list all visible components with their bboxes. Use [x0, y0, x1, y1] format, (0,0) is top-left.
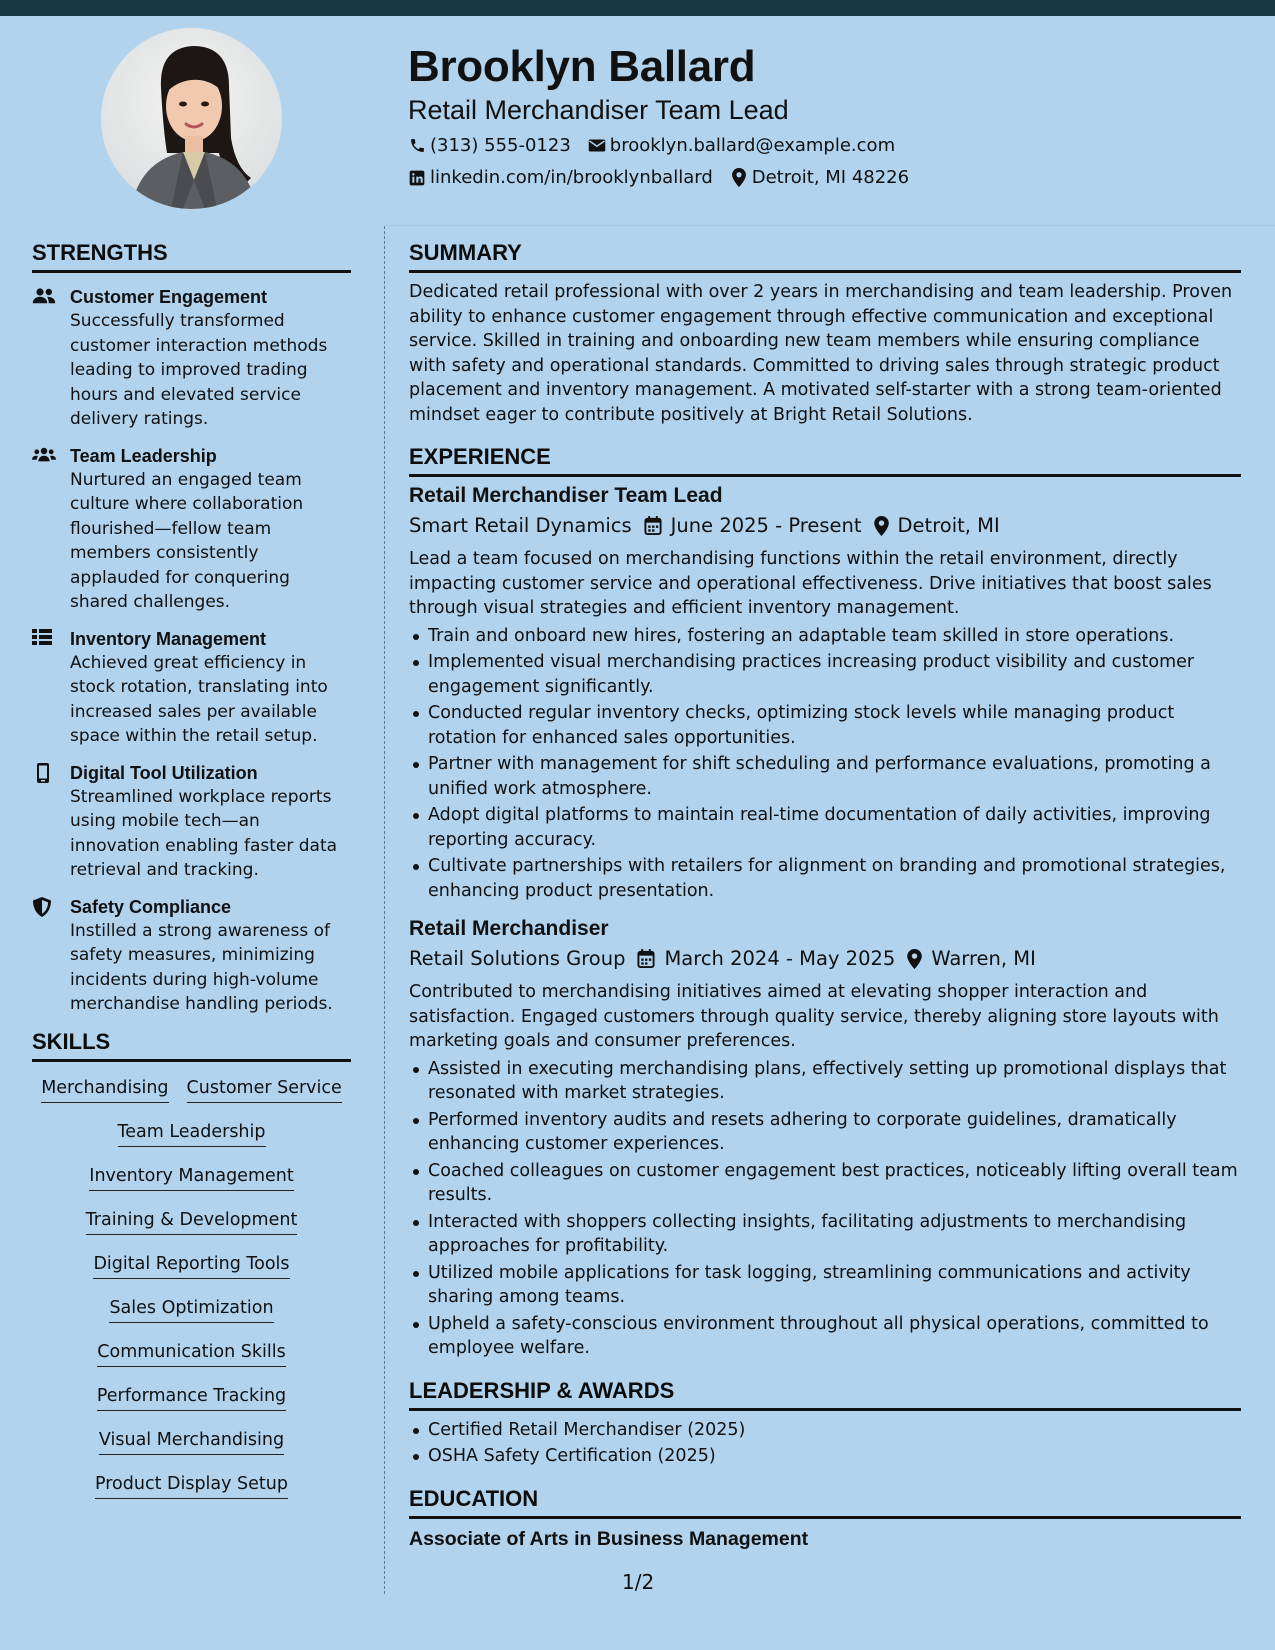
map-pin-icon [730, 169, 748, 187]
skill-tag: Digital Reporting Tools [93, 1252, 289, 1279]
right-column [409, 240, 1241, 1551]
contact-location [730, 167, 909, 188]
candidate-title: Retail Merchandiser Team Lead [408, 95, 789, 125]
job-bullet: Interacted with shoppers collecting insights, facilitating adjustments to merchandising approaches for profitability. [409, 1210, 1241, 1259]
job-dates: March 2024 - May 2025 [664, 947, 896, 970]
skill-tag: Inventory Management [89, 1164, 293, 1191]
job-description: Lead a team focused on merchandising functions within the retail environment, directly impacting customer service and operational effectiveness. Drive initiatives that boost sales through visual strategies and efficient inventory management. [409, 549, 1212, 618]
strength-description: Streamlined workplace reports using mobile tech—an innovation enabling faster data retrieval and tracking. [70, 786, 338, 880]
strength-description: Achieved great efficiency in stock rotation, translating into increased sales per available space within the retail setup. [70, 652, 328, 746]
contact-email-text: brooklyn.ballard@example.com [609, 135, 896, 156]
strengths-heading: STRENGTHS [32, 240, 351, 273]
education-degree: Associate of Arts in Business Management [409, 1527, 809, 1550]
summary-heading: SUMMARY [409, 240, 1241, 273]
education-heading: EDUCATION [409, 1486, 1241, 1519]
contact-row-secondary [408, 167, 926, 188]
job-bullet: Conducted regular inventory checks, optimizing stock levels while managing product rotation for enhanced sales opportunities. [409, 701, 1241, 750]
job-entry [409, 484, 1241, 903]
strength-title: Safety Compliance [70, 896, 232, 917]
phone-icon [408, 137, 426, 155]
contact-location-text: Detroit, MI 48226 [751, 167, 910, 188]
skill-tag: Product Display Setup [95, 1472, 288, 1499]
job-bullet: Assisted in executing merchandising plans, effectively setting up promotional displays that resonated with market strategies. [409, 1057, 1241, 1106]
skill-tag: Training & Development [86, 1208, 298, 1235]
contact-email[interactable] [588, 135, 895, 156]
job-location: Detroit, MI [897, 514, 1000, 537]
strength-item [32, 895, 351, 1017]
job-bullet: Cultivate partnerships with retailers for alignment on branding and promotional strategies, enhancing product presentation. [409, 854, 1241, 903]
job-bullet: Implemented visual merchandising practices increasing product visibility and customer engagement significantly. [409, 650, 1241, 699]
skill-tag: Visual Merchandising [99, 1428, 284, 1455]
job-bullet: Adopt digital platforms to maintain real-time documentation of daily activities, improving reporting accuracy. [409, 803, 1241, 852]
map-pin-icon [874, 516, 889, 536]
left-column [32, 240, 351, 1516]
strength-item [32, 761, 351, 883]
strength-title: Team Leadership [70, 445, 217, 466]
job-bullets [409, 624, 1241, 904]
contact-phone[interactable] [408, 135, 571, 156]
page-number: 1/2 [622, 1570, 655, 1594]
skill-tag: Customer Service [187, 1076, 342, 1103]
contact-row-primary [408, 135, 912, 156]
strength-title: Customer Engagement [70, 287, 268, 307]
calendar-icon [637, 949, 655, 968]
column-divider [384, 226, 385, 1594]
job-bullet: Utilized mobile applications for task logging, streamlining communications and activity sharing among teams. [409, 1261, 1241, 1310]
calendar-icon [644, 516, 662, 535]
candidate-name: Brooklyn Ballard [408, 42, 756, 91]
job-entry [409, 917, 1241, 1361]
job-bullet: Partner with management for shift scheduling and performance evaluations, promoting a unified work atmosphere. [409, 752, 1241, 801]
top-accent-bar [0, 0, 1275, 16]
envelope-icon [588, 137, 606, 155]
summary-text: Dedicated retail professional with over 2 years in merchandising and team leadership. Proven ability to enhance customer engagement through effective communication and exceptional service. Skilled in training and onboarding new team members while ensuring compliance with safety and operational standards. Committed to driving sales through strategic product placement and inventory management. A motivated self-starter with a strong team-oriented mindset eager to contribute positively at Bright Retail Solutions. [409, 282, 1233, 425]
award-item: OSHA Safety Certification (2025) [409, 1444, 1241, 1469]
job-bullet: Coached colleagues on customer engagement best practices, noticeably lifting overall team results. [409, 1159, 1241, 1208]
user-group-icon [32, 285, 70, 432]
strengths-list [32, 285, 351, 1017]
strength-item [32, 444, 351, 615]
awards-heading: LEADERSHIP & AWARDS [409, 1378, 1241, 1411]
strength-title: Inventory Management [70, 628, 267, 649]
awards-list [409, 1418, 1241, 1469]
profile-photo [101, 28, 282, 209]
skills-list [32, 1076, 351, 1516]
skill-tag: Merchandising [41, 1076, 168, 1103]
skill-tag: Communication Skills [97, 1340, 285, 1367]
list-icon [32, 627, 70, 749]
job-bullet: Performed inventory audits and resets adhering to corporate guidelines, dramatically enhancing customer experiences. [409, 1108, 1241, 1157]
skill-tag: Sales Optimization [109, 1296, 273, 1323]
map-pin-icon [907, 949, 922, 969]
job-meta [409, 514, 1241, 537]
mobile-phone-icon [32, 761, 70, 883]
strength-item [32, 627, 351, 749]
job-description: Contributed to merchandising initiatives aimed at elevating shopper interaction and satisfaction. Engaged customers through quality service, thereby aligning store layouts with marketing goals and consumer preferences. [409, 982, 1219, 1051]
linkedin-icon [408, 169, 426, 187]
job-company: Retail Solutions Group [409, 947, 626, 970]
skills-heading: SKILLS [32, 1029, 351, 1062]
strength-description: Successfully transformed customer interaction methods leading to improved trading hours and elevated service delivery ratings. [70, 311, 328, 429]
experience-heading: EXPERIENCE [409, 444, 1241, 477]
job-bullets [409, 1057, 1241, 1361]
contact-linkedin-text: linkedin.com/in/brooklynballard [430, 167, 713, 188]
job-location: Warren, MI [931, 947, 1036, 970]
strength-description: Nurtured an engaged team culture where collaboration flourished—fellow team members consistently applauded for conquering shared challenges. [70, 469, 304, 612]
job-company: Smart Retail Dynamics [409, 514, 632, 537]
skill-tag: Team Leadership [118, 1120, 266, 1147]
job-meta [409, 947, 1241, 970]
contact-phone-text: (313) 555-0123 [430, 135, 571, 156]
contact-linkedin[interactable] [408, 167, 713, 188]
job-bullet: Upheld a safety-conscious environment throughout all physical operations, committed to employee welfare. [409, 1312, 1241, 1361]
strength-item [32, 285, 351, 432]
shield-icon [32, 895, 70, 1017]
header-divider [385, 225, 1275, 226]
job-title: Retail Merchandiser Team Lead [409, 484, 723, 507]
award-item: Certified Retail Merchandiser (2025) [409, 1418, 1241, 1443]
job-title: Retail Merchandiser [409, 917, 609, 940]
job-bullet: Train and onboard new hires, fostering an adaptable team skilled in store operations. [409, 624, 1241, 649]
strength-description: Instilled a strong awareness of safety measures, minimizing incidents during high-volume merchandise handling periods. [70, 920, 333, 1014]
job-dates: June 2025 - Present [670, 514, 862, 537]
users-icon [32, 444, 70, 615]
strength-title: Digital Tool Utilization [70, 762, 258, 783]
skill-tag: Performance Tracking [97, 1384, 286, 1411]
